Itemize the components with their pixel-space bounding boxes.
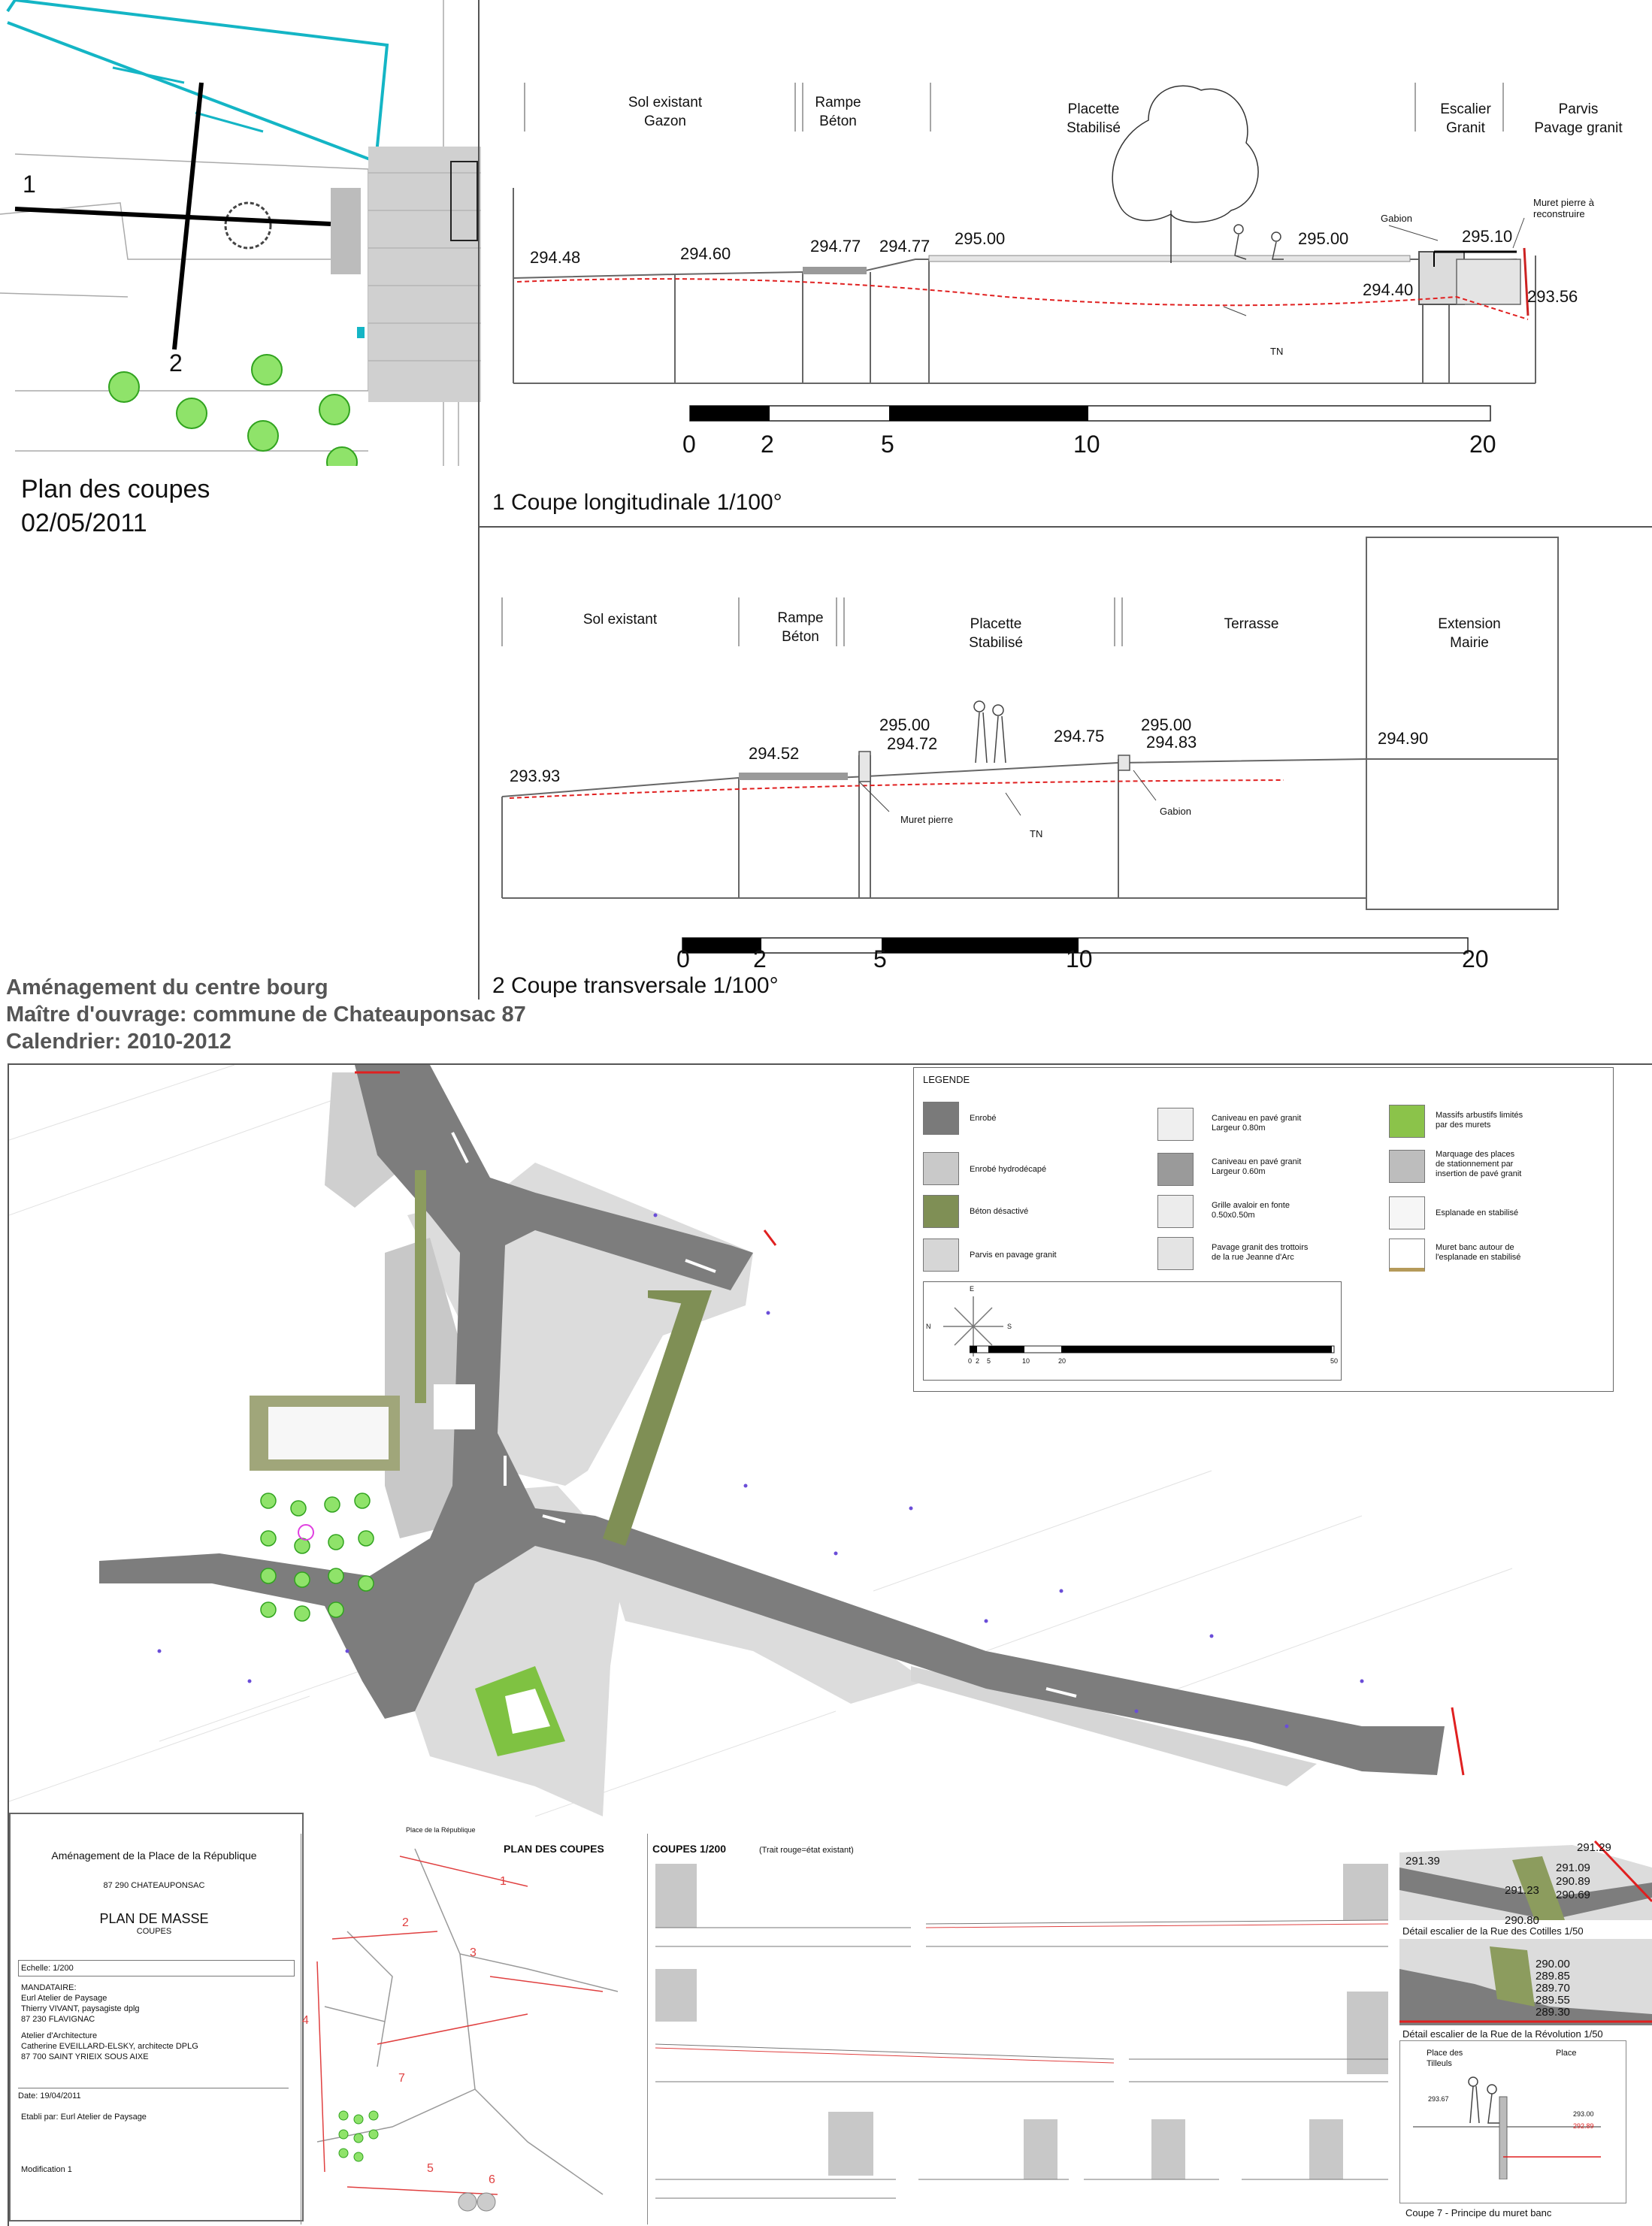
s2-scale-5: 5: [873, 945, 887, 972]
s1-elev-3: 294.77: [879, 237, 930, 256]
bottom-cut-1: 1: [500, 1875, 507, 1888]
tb-scale: Echelle: 1/200: [18, 1960, 295, 1976]
tb-title: Aménagement de la Place de la République: [51, 1849, 257, 1862]
legend-scale-10: 10: [1022, 1357, 1030, 1365]
legend-label-1: Enrobé hydrodécapé: [970, 1165, 1047, 1174]
s2-scale-10: 10: [1066, 945, 1093, 972]
s1-zone-placette: Placette Stabilisé: [1067, 101, 1121, 136]
s2-zone-placette: Placette Stabilisé: [969, 616, 1023, 651]
s1-zone-parvis: Parvis Pavage granit: [1534, 101, 1623, 136]
legend-swatch-10: [1389, 1196, 1425, 1229]
s1-zone-escalier: Escalier Granit: [1440, 101, 1491, 136]
coupe7-label-tilleuls: Place des Tilleuls: [1427, 2049, 1463, 2068]
tb-city: 87 290 CHATEAUPONSAC: [103, 1881, 205, 1890]
s1-zone-sol: Sol existant Gazon: [628, 95, 703, 129]
legend-label-2: Béton désactivé: [970, 1207, 1029, 1216]
legend-swatch-8: [1389, 1105, 1425, 1138]
legend-label-3: Parvis en pavage granit: [970, 1251, 1057, 1260]
legend-swatch-5: [1157, 1153, 1194, 1186]
legend-scale-50: 50: [1330, 1357, 1339, 1365]
tb-mandataire-head: MANDATAIRE:: [21, 1983, 77, 1992]
s2-elev-4: 294.75: [1054, 727, 1105, 746]
legend-label-9: Marquage des places de stationnement par insertion de pavé granit: [1436, 1150, 1522, 1178]
detail1-val-4: 291.23: [1505, 1884, 1539, 1897]
legend-swatch-1: [923, 1152, 959, 1185]
legend-swatch-3: [923, 1239, 959, 1272]
detail1-val-2: 291.09: [1556, 1862, 1590, 1874]
legend-swatch-9: [1389, 1150, 1425, 1183]
legend-label-11: Muret banc autour de l'esplanade en stabilisé: [1436, 1243, 1521, 1262]
legend-label-0: Enrobé: [970, 1114, 997, 1123]
detail2-val-4: 289.30: [1536, 2006, 1570, 2019]
s1-elev-0: 294.48: [530, 248, 581, 267]
project-line-2: Maître d'ouvrage: commune de Chateauponsac 87: [6, 1003, 526, 1027]
plan-des-coupes-map: [0, 0, 481, 466]
tb-doc: PLAN DE MASSE: [99, 1911, 209, 1926]
legend-swatch-6: [1157, 1195, 1194, 1228]
s2-scale-20: 20: [1462, 945, 1489, 972]
detail2-drawing: [1399, 1939, 1652, 2025]
detail1-title: Détail escalier de la Rue des Cotilles 1/50: [1402, 1925, 1584, 1937]
compass-e: E: [970, 1285, 975, 1293]
detail2-val-3: 289.55: [1536, 1994, 1570, 2007]
s2-scale-0: 0: [676, 945, 690, 972]
s1-zone-rampe: Rampe Béton: [815, 95, 861, 129]
s2-elev-0: 293.93: [510, 767, 561, 785]
s1-scale-2: 2: [761, 431, 774, 458]
bottom-cut-5: 5: [427, 2162, 434, 2175]
detail2-title: Détail escalier de la Rue de la Révolution 1/50: [1402, 2028, 1603, 2040]
s2-zone-terrasse: Terrasse: [1224, 616, 1279, 632]
compass-n: N: [926, 1323, 931, 1330]
legend-swatch-2: [923, 1195, 959, 1228]
cut-2-label: 2: [169, 349, 183, 377]
detail2-val-1: 289.85: [1536, 1970, 1570, 1983]
coupe7-label-place: Place: [1556, 2049, 1577, 2058]
legend-scale-bar: [970, 1345, 1338, 1354]
tb-date: Date: 19/04/2011: [18, 2088, 289, 2101]
legend-swatch-7: [1157, 1237, 1194, 1270]
legend-swatch-4: [1157, 1108, 1194, 1141]
coupe7-val-1: 293.00: [1573, 2110, 1594, 2118]
s1-elev-1: 294.60: [680, 244, 731, 263]
s1-elev-7: 294.40: [1363, 280, 1414, 299]
legend-swatch-11: [1389, 1239, 1425, 1272]
tb-doc-sub: COUPES: [136, 1927, 172, 1936]
s1-elev-5: 295.00: [1298, 229, 1349, 248]
s2-scale-2: 2: [753, 945, 767, 972]
s1-elev-6: 295.10: [1462, 227, 1513, 246]
bottom-plan-drawing: [302, 1841, 644, 2221]
legend-label-6: Grille avaloir en fonte 0.50x0.50m: [1212, 1201, 1290, 1220]
s1-elev-8: 293.56: [1527, 287, 1578, 306]
detail1-val-5: 290.69: [1556, 1889, 1590, 1901]
s1-scale-5: 5: [881, 431, 894, 458]
bottom-cut-7: 7: [398, 2072, 405, 2085]
bottom-cut-2: 2: [402, 1916, 409, 1929]
detail2-val-2: 289.70: [1536, 1982, 1570, 1995]
s2-zone-sol: Sol existant: [582, 612, 658, 628]
s2-elev-3: 294.72: [887, 734, 938, 753]
s2-zone-rampe: Rampe Béton: [777, 610, 824, 645]
legend-label-8: Massifs arbustifs limités par des murets: [1436, 1111, 1523, 1130]
plan-des-coupes-title: Plan des coupes: [21, 475, 210, 504]
s1-note-tn: TN: [1270, 346, 1284, 357]
coupe7-val-2: 292.89: [1573, 2122, 1594, 2130]
s1-note-muret: Muret pierre à reconstruire: [1533, 197, 1594, 219]
tb-modif: Modification 1: [21, 2165, 72, 2174]
s1-scale-0: 0: [682, 431, 696, 458]
bottom-cut-6: 6: [489, 2173, 495, 2186]
plan-des-coupes-date: 02/05/2011: [21, 509, 147, 537]
legend-scale-5: 5: [987, 1357, 991, 1365]
coupe7-title: Coupe 7 - Principe du muret banc: [1405, 2207, 1552, 2218]
cut-1-label: 1: [23, 171, 36, 198]
legend-swatch-0: [923, 1102, 959, 1135]
s2-note-gabion: Gabion: [1160, 806, 1191, 817]
detail1-val-6: 290.80: [1505, 1914, 1539, 1927]
s1-elev-4: 295.00: [955, 229, 1006, 248]
detail1-val-1: 291.29: [1577, 1841, 1611, 1854]
section2-title: 2 Coupe transversale 1/100°: [492, 973, 779, 998]
s1-note-gabion: Gabion: [1381, 213, 1412, 224]
detail1-val-0: 291.39: [1405, 1855, 1440, 1868]
compass-s: S: [1007, 1323, 1012, 1330]
s2-zone-extension: Extension Mairie: [1438, 616, 1501, 651]
s2-note-tn: TN: [1030, 828, 1043, 839]
plan-label-place: Place de la République: [406, 1826, 476, 1834]
project-line-3: Calendrier: 2010-2012: [6, 1030, 231, 1054]
bottom-cut-4: 4: [302, 2014, 309, 2027]
legend-label-10: Esplanade en stabilisé: [1436, 1208, 1519, 1217]
s2-note-muret: Muret pierre: [900, 814, 954, 825]
bottom-plan-title: PLAN DES COUPES: [504, 1843, 604, 1855]
section2-drawing: [480, 526, 1652, 1000]
legend-title: LEGENDE: [923, 1074, 970, 1085]
detail1-val-3: 290.89: [1556, 1875, 1590, 1888]
tb-etabli: Etabli par: Eurl Atelier de Paysage: [21, 2113, 147, 2122]
legend-scale-2: 2: [976, 1357, 980, 1365]
section1-title: 1 Coupe longitudinale 1/100°: [492, 490, 782, 515]
legend-label-4: Caniveau en pavé granit Largeur 0.80m: [1212, 1114, 1302, 1133]
s2-elev-1: 294.52: [749, 744, 800, 763]
s2-elev-7: 294.90: [1378, 729, 1429, 748]
coupe7-val-0: 293.67: [1428, 2095, 1449, 2103]
legend-scale-20: 20: [1058, 1357, 1067, 1365]
coupes-drawing: [648, 1856, 1399, 2224]
coupes-title: COUPES 1/200: [652, 1843, 727, 1855]
legend-label-5: Caniveau en pavé granit Largeur 0.60m: [1212, 1157, 1302, 1176]
project-line-1: Aménagement du centre bourg: [6, 975, 328, 1000]
s1-scale-10: 10: [1073, 431, 1100, 458]
coupes-subtitle: (Trait rouge=état existant): [759, 1846, 854, 1855]
bottom-cut-3: 3: [470, 1946, 477, 1959]
legend-scale-0: 0: [968, 1357, 973, 1365]
s2-elev-6: 294.83: [1146, 733, 1197, 752]
tb-architect: Atelier d'Architecture Catherine EVEILLARD-ELSKY, architecte DPLG 87 700 SAINT YRIEIX SOUS AIXE: [21, 2031, 198, 2061]
tb-mandataire: Eurl Atelier de Paysage Thierry VIVANT, paysagiste dplg 87 230 FLAVIGNAC: [21, 1994, 140, 2024]
s1-scale-20: 20: [1469, 431, 1496, 458]
s2-elev-2: 295.00: [879, 715, 930, 734]
legend-label-7: Pavage granit des trottoirs de la rue Jeanne d'Arc: [1212, 1243, 1309, 1262]
s1-elev-2: 294.77: [810, 237, 861, 256]
s2-elev-5: 295.00: [1141, 715, 1192, 734]
detail2-val-0: 290.00: [1536, 1958, 1570, 1970]
